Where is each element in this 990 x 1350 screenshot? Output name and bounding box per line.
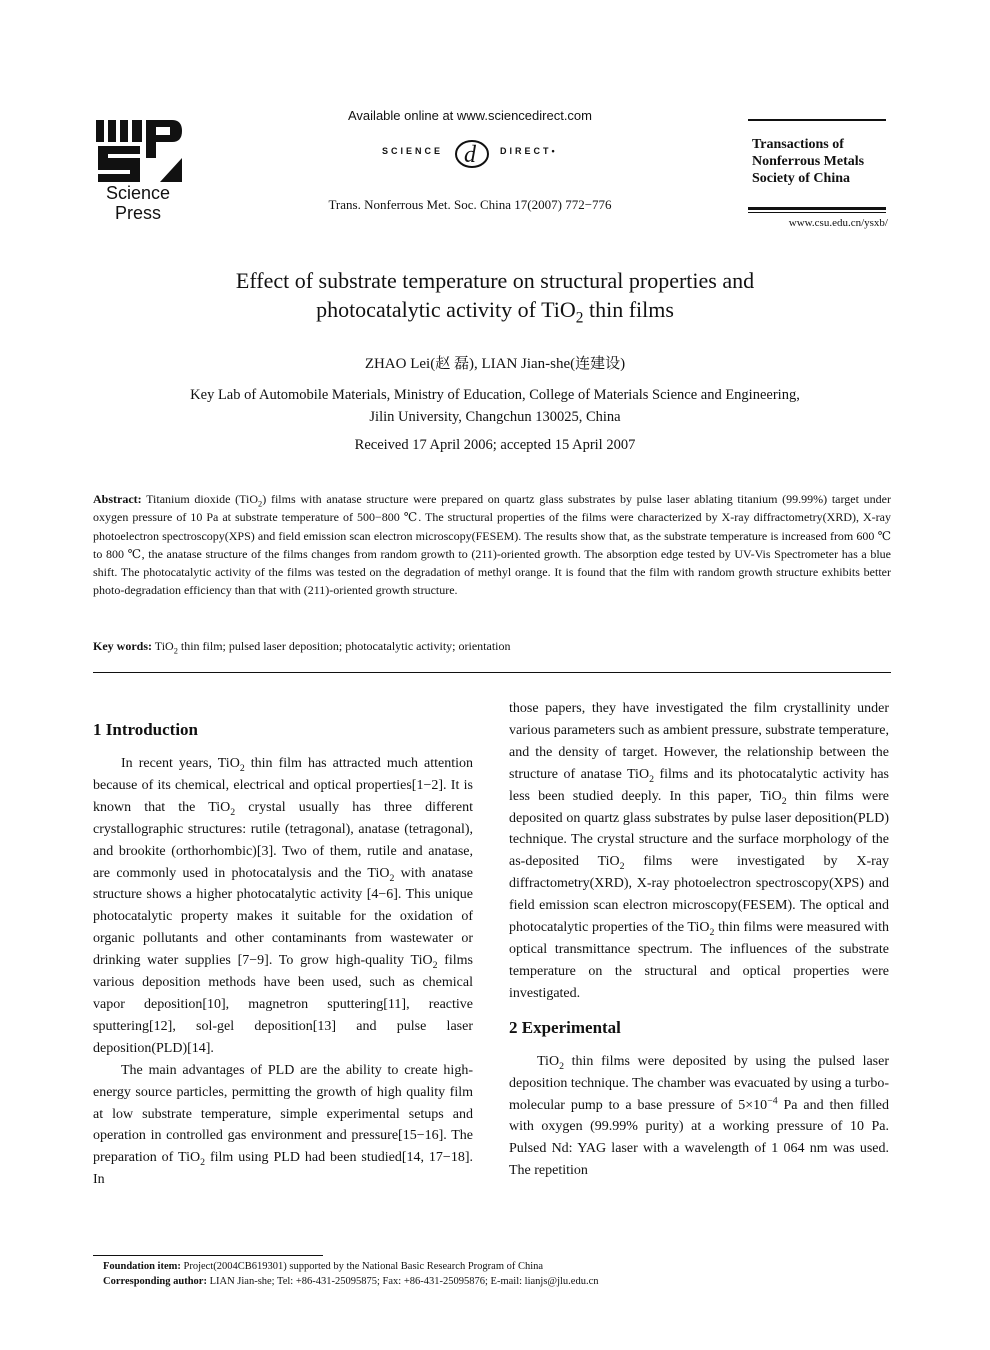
intro-paragraph-3: those papers, they have investigated the film crystallinity under various parameters such as ambient pressure, substrate temperature, and the density of target. However, the relationship between the structure of anatase TiO$_2$ films and its photocatalytic activity has less been studied deeply. In this paper, TiO$_2$ thin films were deposited on quartz glass substrates by pulse laser deposition(PLD) technique. The crystal structure and the surface morphology of the as-deposited TiO$_2$ films were investigated by X-ray diffractometry(XRD), X-ray photoelectron spectroscopy(XPS) and field emission scan electron microscopy(FESEM). The optical and photocatalytic properties of the TiO$_2$ thin films were measured with optical transmittance spectrum. The influences of the substrate temperature on the structural and optical properties were investigated. [509,701,889,1001]
foundation-note [103,1259,903,1274]
authors: ZHAO Lei(赵 磊), LIAN Jian-she(连建设) [364,356,626,372]
article-title [95,266,895,327]
journal-citation: Trans. Nonferrous Met. Soc. China 17(2007) 772−776 [328,197,612,212]
foundation-label: Foundation item: [103,1261,181,1272]
abstract [93,490,891,600]
journal-rule-bottom [748,207,886,210]
logo-text-line1: Science [105,183,171,203]
experimental-paragraph-1: TiO$_2$ thin films were deposited by using the pulsed laser deposition technique. The chamber was evacuated by using a turbo-molecular pump to a base pressure of $5\times 10^{-4}$ Pa and then filled with oxygen (99.99% purity) at a working pressure of 10 Pa. Pulsed Nd: YAG laser with a wavelength of 1 064 nm was used. The repetition [509,1053,889,1179]
sd-science-text: SCIENCE [382,146,444,156]
journal-name-line1: Transactions of [752,137,844,152]
experimental-heading: 2 Experimental [509,1017,621,1037]
intro-paragraph-2: The main advantages of PLD are the ability to create high-energy source particles, permitting the growth of high quality film at low substrate temperature, simple experimental setups and operation in controlled gas environment and pressure[15−16]. The preparation of TiO$_2$ film using PLD had been studied[14, 17−18]. In [93,1062,473,1188]
right-column [509,698,889,1182]
science-press-logo-icon [94,118,184,184]
keywords-text-1: TiO [152,639,174,653]
sciencedirect-logo [300,132,640,172]
title-line1: Effect of substrate temperature on structural properties and [235,268,755,293]
logo-text-line2: Press [114,203,161,223]
sciencedirect-d-icon [452,132,492,172]
intro-paragraph-1: In recent years, TiO$_2$ thin film has attracted much attention because of its chemical, electrical and optical properties[1−2]. It is known that the TiO$_2$ crystal usually has three different crystallographic structures: rutile (tetragonal), anatase (tetragonal), and brookite (orthorhombic)[3]. Two of them, rutile and anatase, are commonly used in photocatalysis and the TiO$_2$ with anatase structure shows a higher photocatalytic activity [4−6]. This unique photocatalytic property makes it suitable for the oxidation of organic pollutants and other contaminants from wastewater or drinking water supplies [7−9]. To grow high-quality TiO$_2$ films various deposition methods have been used, such as chemical vapor deposition[10], magnetron sputtering[11], reactive sputtering[12], sol-gel deposition[13] and pulse laser deposition(PLD)[14]. [93,756,474,1056]
abstract-label: Abstract: [93,492,142,506]
title-line2-pre: photocatalytic activity of TiO [316,297,576,322]
section-gap [509,1005,889,1017]
abstract-divider [93,672,891,673]
keywords [93,639,891,654]
title-line2 [95,295,895,327]
corresponding-text: LIAN Jian-she; Tel: +86-431-25095875; Fax: +86-431-25095876; E-mail: lianjs@jlu.edu.cn [206,1276,599,1287]
abstract-text-1: Titanium dioxide (TiO [141,492,259,506]
available-online: Available online at www.sciencedirect.com [348,108,592,123]
journal-name [752,136,912,187]
received-dates: Received 17 April 2006; accepted 15 April 2007 [354,437,636,453]
affiliation [95,384,895,428]
keywords-sub: 2 [173,646,178,656]
foundation-text: Project(2004CB619301) supported by the National Basic Research Program of China [180,1261,544,1272]
journal-rule-top [748,119,886,121]
footnotes [103,1259,903,1289]
corresponding-label: Corresponding author: [103,1276,207,1287]
footnote-rule [93,1255,323,1256]
corresponding-note [103,1274,903,1289]
affiliation-line1: Key Lab of Automobile Materials, Ministry of Education, College of Materials Science and Engineering, [190,387,800,403]
title-line2-post: thin films [583,297,674,322]
affiliation-line2: Jilin University, Changchun 130025, China [369,409,621,425]
intro-heading: 1 Introduction [93,720,199,739]
title-subscript: 2 [575,309,584,327]
left-column [93,719,473,1191]
svg-text:d: d [464,142,476,168]
keywords-label: Key words: [93,639,152,653]
journal-name-line3: Society of China [752,171,850,186]
journal-url[interactable]: www.csu.edu.cn/ysxb/ [788,217,888,229]
journal-name-line2: Nonferrous Metals [752,154,865,169]
science-press-label [92,183,184,223]
journal-rule-bottom-thin [748,212,886,213]
abstract-sub: 2 [258,499,263,509]
keywords-text-2: thin film; pulsed laser deposition; photocatalytic activity; orientation [177,639,511,653]
abstract-text-2: ) films with anatase structure were prepared on quartz glass substrates by pulse laser ablating titanium (99.99%) target under oxygen pressure of 10 Pa at substrate temperature of 500−800 ℃. The structural properties of the films were characterized by X-ray diffractometry(XRD), X-ray photoelectron spectroscopy(XPS) and field emission scan electron microscopy(FESEM). The results show that, as the substrate temperature is increased from 600 ℃ to 800 ℃, the anatase structure of the films changes from random growth to (211)-oriented growth. The absorption edge tested by UV-Vis Spectrometer has a blue shift. The photocatalytic activity of the films was tested on the degradation of methyl orange. It is found that the film with random growth structure exhibits better photo-degradation efficiency than that with (211)-oriented growth structure. [93,492,891,598]
sd-direct-text: DIRECT• [500,146,558,156]
